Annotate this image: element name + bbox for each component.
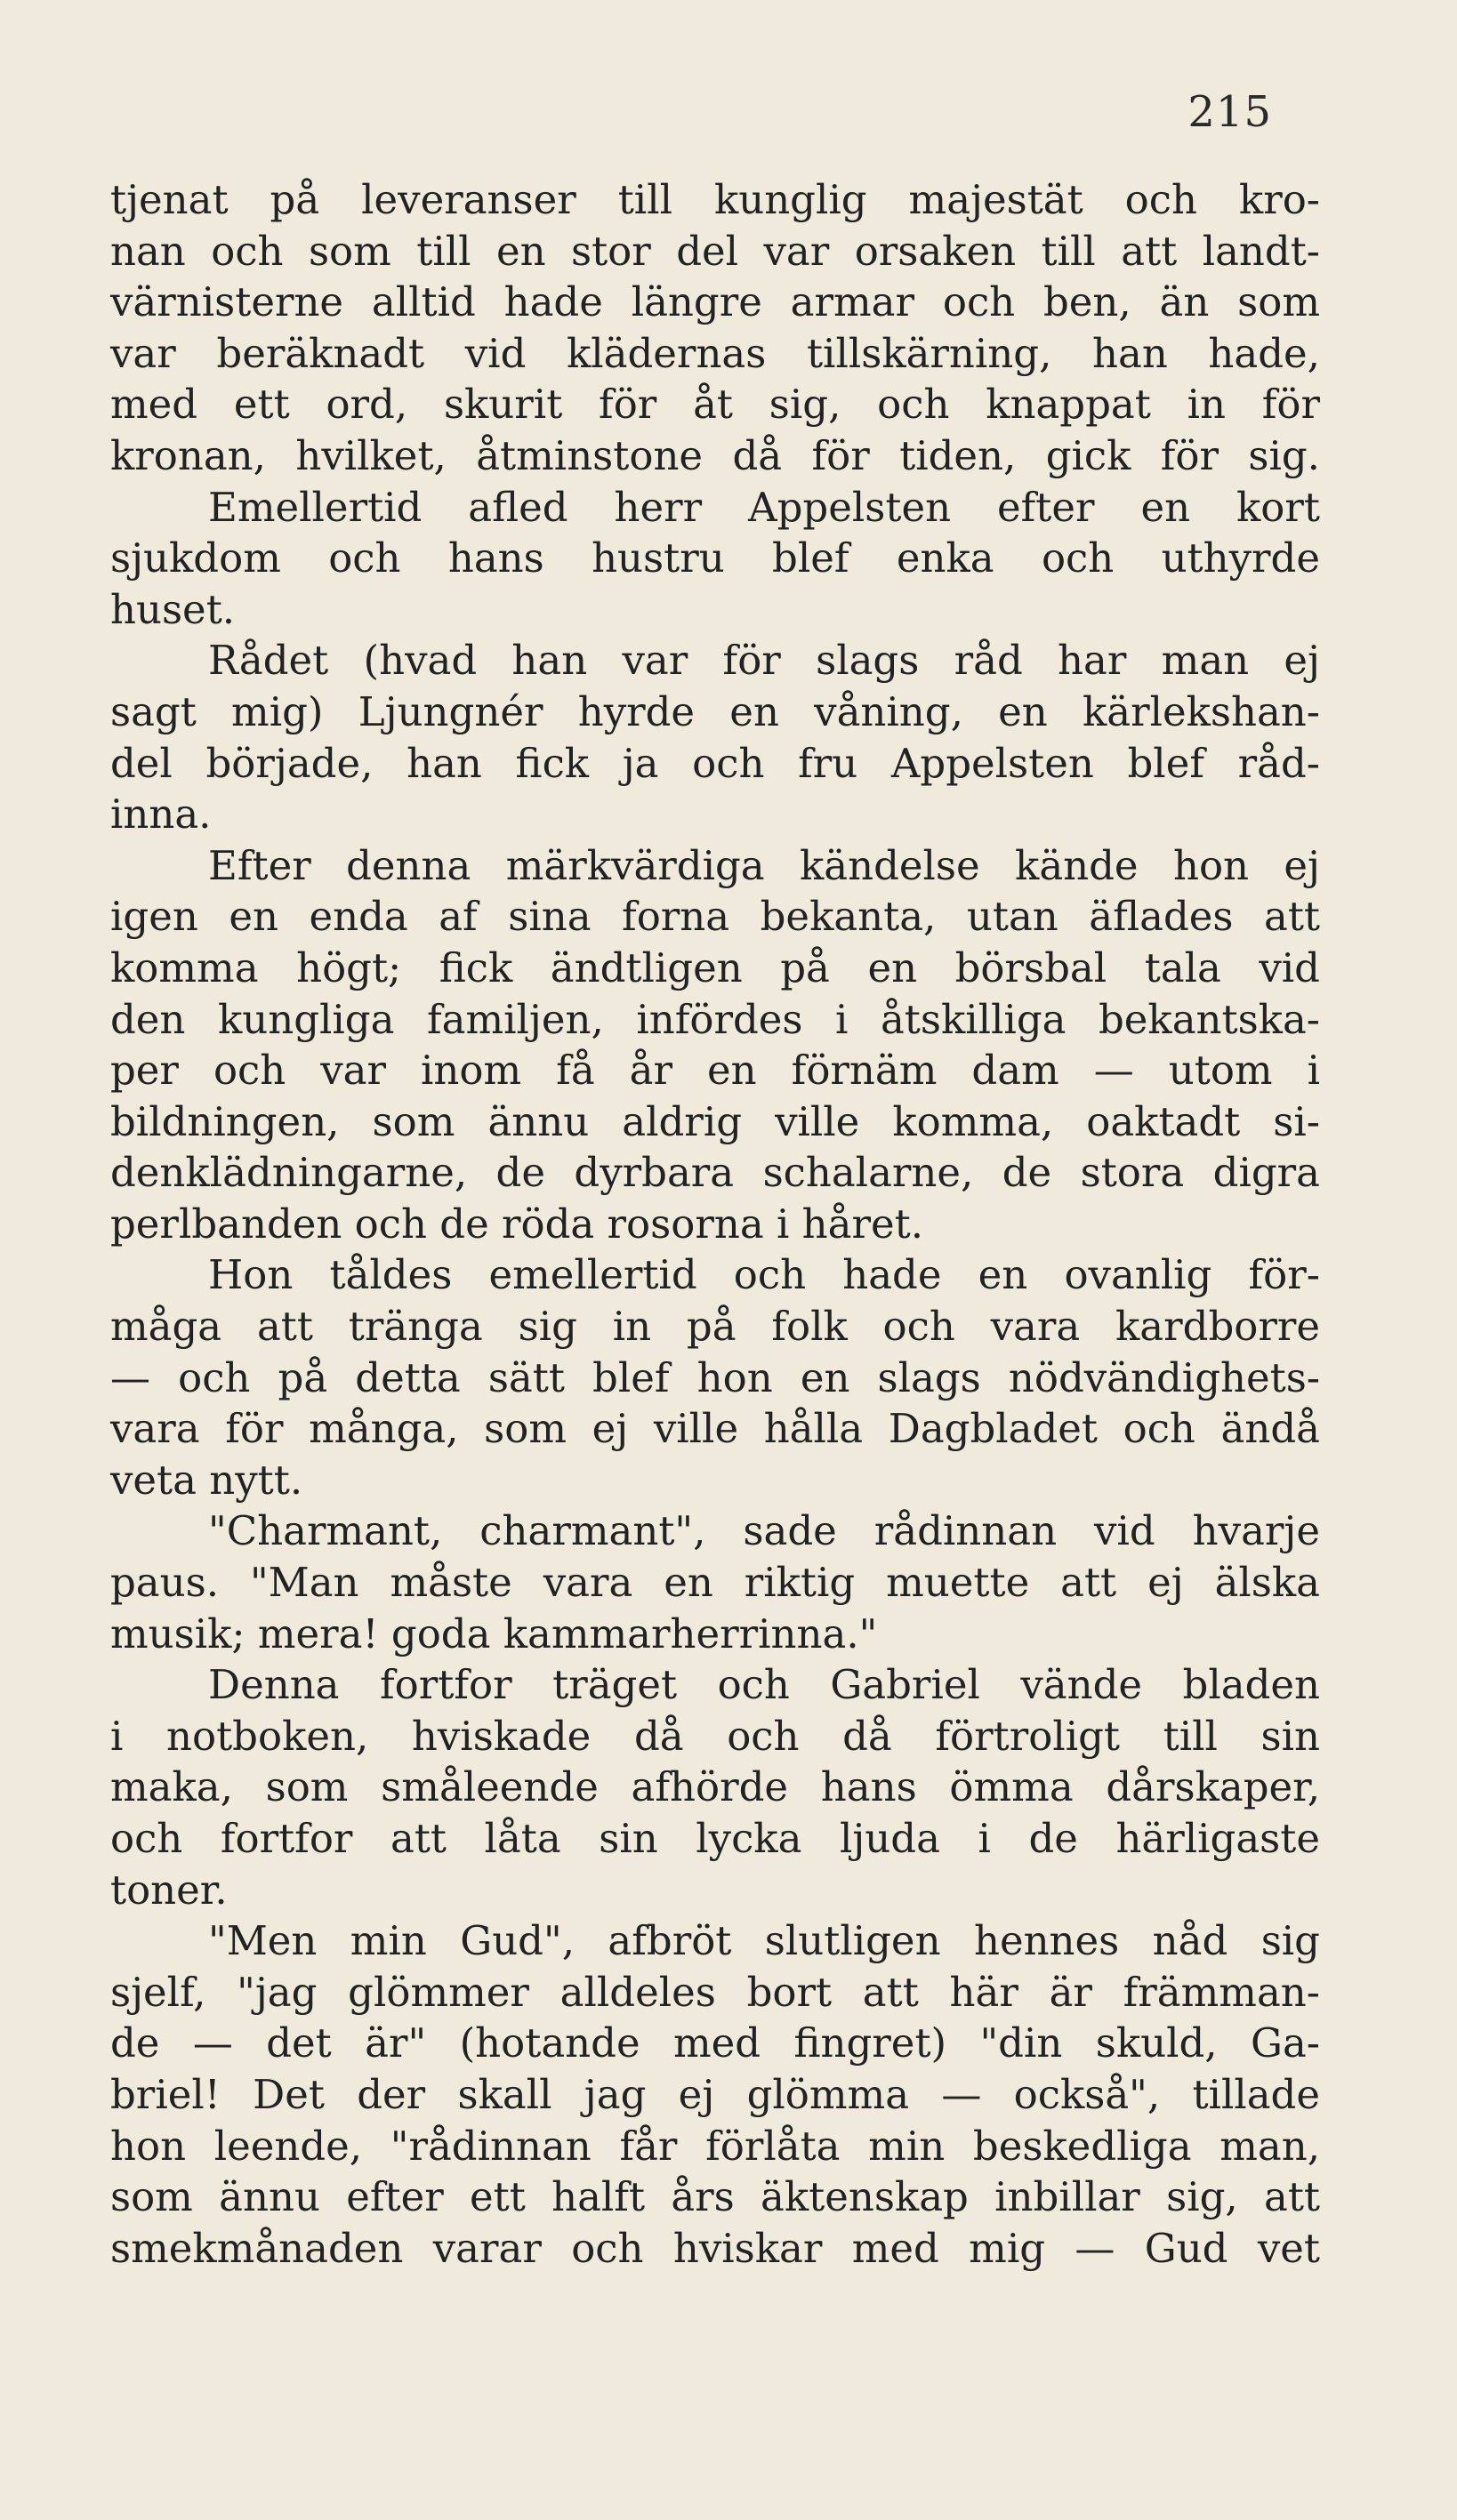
- text-line: — och på detta sätt blef hon en slags nödvändighets-: [110, 1353, 1320, 1401]
- text-line: denklädningarne, de dyrbara schalarne, de stora digra: [110, 1149, 1320, 1197]
- text-line: per och var inom få år en förnäm dam — utom i: [110, 1047, 1320, 1095]
- text-line: inna.: [110, 791, 212, 839]
- text-line: hon leende, "rådinnan får förlåta min beskedliga man,: [110, 2122, 1320, 2170]
- text-line: komma högt; fick ändtligen på en börsbal tala vid: [110, 943, 1320, 991]
- text-line: bildningen, som ännu aldrig ville komma, oaktadt si-: [110, 1097, 1320, 1145]
- text-line: nan och som till en stor del var orsaken till att landt-: [110, 227, 1320, 275]
- text-line: värnisterne alltid hade längre armar och ben, än som: [110, 278, 1320, 326]
- text-line: som ännu efter ett halft års äktenskap inbillar sig, att: [110, 2173, 1320, 2221]
- text-line: paus. "Man måste vara en riktig muette att ej älska: [110, 1559, 1320, 1607]
- text-line: musik; mera! goda kammarherrinna.": [110, 1609, 878, 1657]
- text-line: briel! Det der skall jag ej glömma — också", tillade: [110, 2070, 1320, 2118]
- text-line: perlbanden och de röda rosorna i håret.: [110, 1200, 923, 1248]
- text-line: sjukdom och hans hustru blef enka och uthyrde: [110, 534, 1320, 582]
- text-line: Rådet (hvad han var för slags råd har man ej: [208, 637, 1320, 685]
- text-line: "Men min Gud", afbröt slutligen hennes nåd sig: [208, 1917, 1320, 1965]
- text-line: del började, han fick ja och fru Appelsten blef råd-: [110, 739, 1320, 787]
- text-line: kronan, hvilket, åtminstone då för tiden, gick för sig.: [110, 431, 1320, 479]
- text-line: maka, som småleende afhörde hans ömma dårskaper,: [110, 1763, 1320, 1811]
- text-line: igen en enda af sina forna bekanta, utan äflades att: [110, 893, 1320, 941]
- text-line: toner.: [110, 1866, 228, 1914]
- text-line: "Charmant, charmant", sade rådinnan vid hvarje: [208, 1507, 1320, 1555]
- text-line: sjelf, "jag glömmer alldeles bort att här är främman-: [110, 1968, 1320, 2016]
- text-line: och fortfor att låta sin lycka ljuda i de härligaste: [110, 1815, 1320, 1862]
- text-line: den kungliga familjen, infördes i åtskilliga bekantska-: [110, 995, 1320, 1043]
- page-number: 215: [1187, 87, 1272, 137]
- text-line: smekmånaden varar och hviskar med mig — Gud vet: [110, 2224, 1320, 2272]
- text-line: var beräknadt vid klädernas tillskärning, han hade,: [110, 329, 1320, 377]
- text-line: med ett ord, skurit för åt sig, och knappat in för: [110, 381, 1320, 429]
- text-line: Emellertid afled herr Appelsten efter en kort: [208, 483, 1320, 531]
- text-line: vara för många, som ej ville hålla Dagbladet och ändå: [110, 1405, 1320, 1453]
- text-line: Hon tåldes emellertid och hade en ovanlig för-: [208, 1251, 1320, 1299]
- body-text: [110, 174, 1320, 2274]
- text-line: tjenat på leveranser till kunglig majestät och kro-: [110, 176, 1320, 223]
- text-line: måga att tränga sig in på folk och vara kardborre: [110, 1303, 1320, 1351]
- text-line: Denna fortfor träget och Gabriel vände bladen: [208, 1661, 1320, 1709]
- text-line: de — det är" (hotande med fingret) "din skuld, Ga-: [110, 2019, 1320, 2067]
- text-line: sagt mig) Ljungnér hyrde en våning, en kärlekshan-: [110, 687, 1320, 735]
- text-line: huset.: [110, 585, 236, 633]
- text-line: i notboken, hviskade då och då förtroligt till sin: [110, 1712, 1320, 1760]
- text-line: Efter denna märkvärdiga kändelse kände hon ej: [208, 841, 1320, 889]
- text-line: veta nytt.: [110, 1456, 303, 1504]
